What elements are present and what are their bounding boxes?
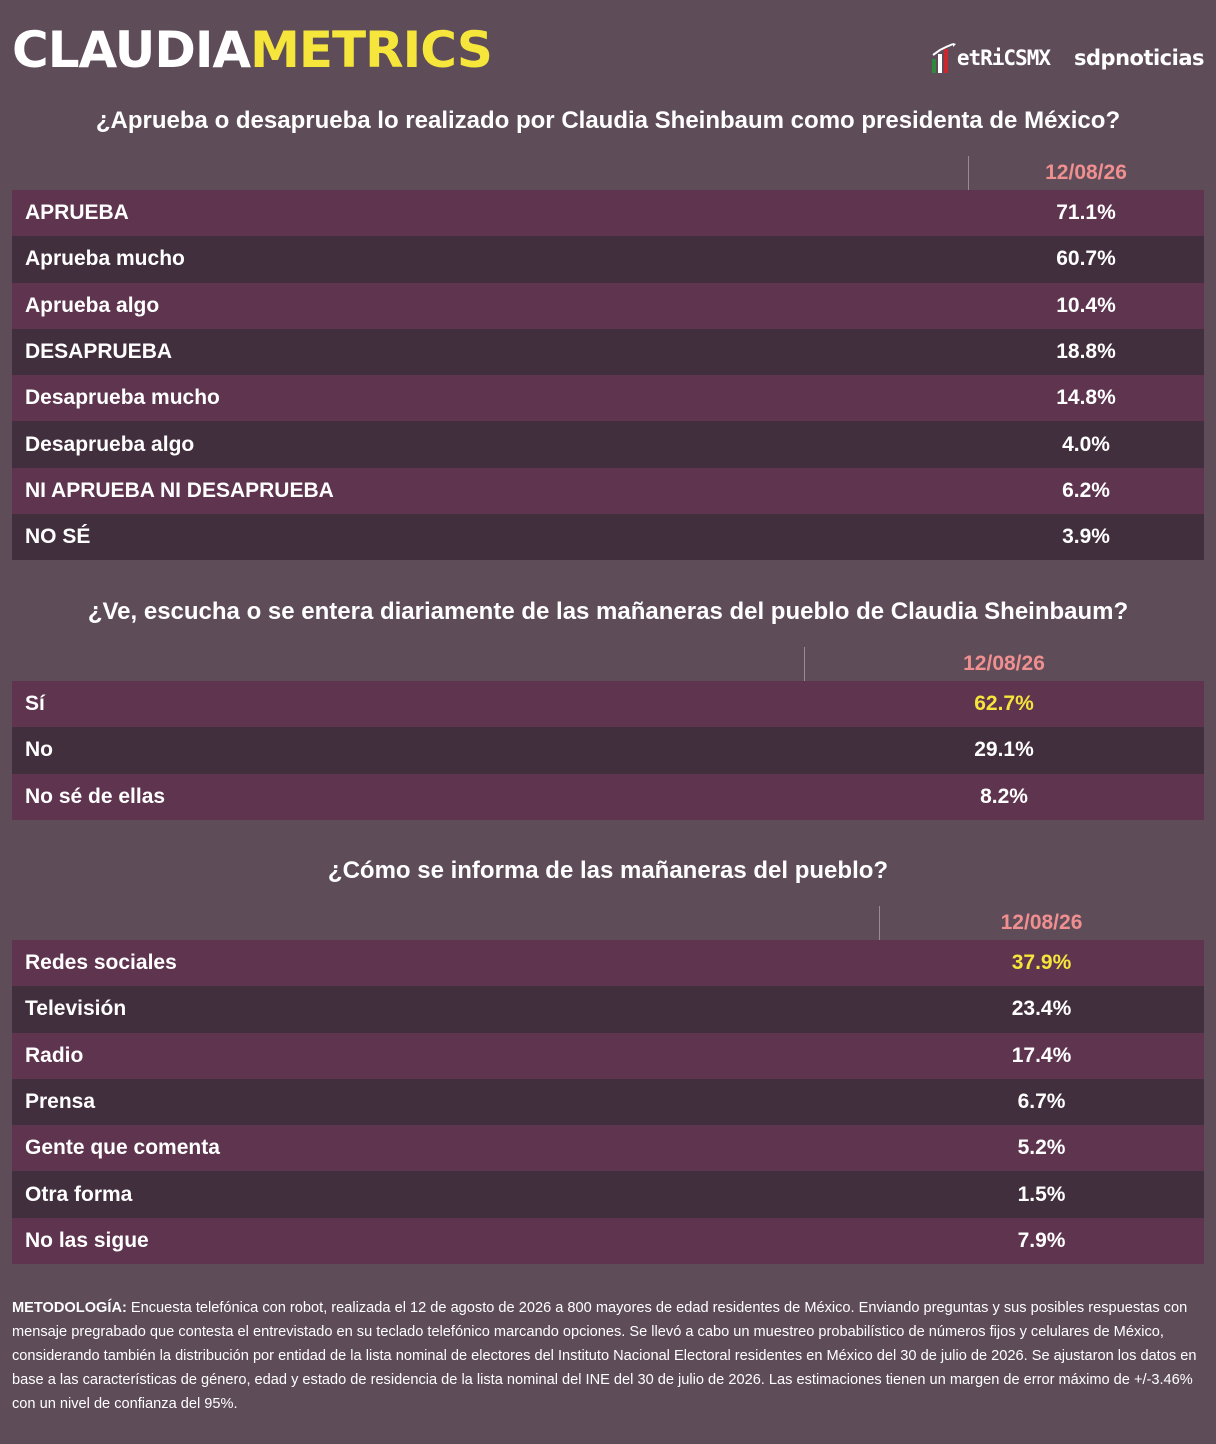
table-row [12, 727, 1204, 773]
row-value: 62.7% [974, 692, 1034, 716]
metricsmx-logo [931, 43, 1050, 73]
brand-logo [12, 22, 492, 78]
table-row [12, 236, 1204, 282]
table-mananeras [12, 647, 1204, 820]
row-label: Aprueba algo [25, 293, 160, 317]
bar-chart-icon [931, 43, 957, 73]
column-header-date: 12/08/26 [1000, 911, 1083, 934]
table-row [12, 940, 1204, 986]
row-value: 5.2% [1017, 1136, 1066, 1160]
date-header-row [12, 906, 1204, 940]
row-value: 71.1% [1056, 201, 1116, 225]
row-label: APRUEBA [25, 201, 129, 225]
row-label: Radio [25, 1043, 84, 1067]
table-rows [12, 190, 1204, 560]
row-value: 18.8% [1056, 340, 1116, 364]
row-value: 4.0% [1062, 432, 1110, 456]
date-header-row [12, 647, 1204, 681]
row-value: 7.9% [1017, 1228, 1066, 1252]
row-label: No [25, 738, 53, 762]
column-header-date: 12/08/26 [963, 652, 1045, 675]
row-value: 60.7% [1056, 247, 1116, 271]
row-label: Gente que comenta [25, 1136, 220, 1160]
row-label: Redes sociales [25, 951, 177, 975]
header [0, 0, 1216, 90]
date-header-row [12, 156, 1204, 190]
row-label: Televisión [25, 997, 127, 1021]
row-label: Desaprueba mucho [25, 386, 220, 410]
row-label: NO SÉ [25, 525, 91, 549]
column-header-date: 12/08/26 [1045, 161, 1127, 184]
table-row [12, 1033, 1204, 1079]
sdpnoticias-logo: sdpnoticias [1074, 46, 1204, 70]
row-value: 6.2% [1062, 478, 1110, 502]
table-medios [12, 906, 1204, 1264]
table-row [12, 986, 1204, 1032]
row-value: 23.4% [1011, 997, 1072, 1021]
table-row [12, 1171, 1204, 1217]
table-row [12, 1218, 1204, 1264]
table-row [12, 681, 1204, 727]
row-value: 3.9% [1062, 525, 1110, 549]
row-label: NI APRUEBA NI DESAPRUEBA [25, 478, 334, 502]
table-row [12, 421, 1204, 467]
brand-part1: CLAUDIA [12, 21, 251, 79]
brand-part2: METRICS [250, 21, 492, 79]
row-label: No las sigue [25, 1228, 149, 1252]
partner-logos [931, 38, 1204, 78]
table-row [12, 190, 1204, 236]
methodology-note [12, 1296, 1204, 1416]
table-row [12, 774, 1204, 820]
row-value: 8.2% [980, 784, 1028, 808]
table-row [12, 1079, 1204, 1125]
row-value: 1.5% [1017, 1182, 1066, 1206]
methodology-text: Encuesta telefónica con robot, realizada el 12 de agosto de 2026 a 800 mayores de edad residentes de México. Enviando preguntas y sus posibles respuestas con mensaje pregrabado que contesta el entrevistado en su teclado telefónico marcando opciones. Se llevó a cabo un muestreo probabilístico de números fijos y celulares de México, considerando también la distribución por entidad de la lista nominal de electores del Instituto Nacional Electoral residentes en México del 30 de julio de 2026. Se ajustaron los datos en base a las características de género, edad y estado de residencia de la lista nominal del INE del 30 de julio de 2026. Las estimaciones tienen un margen de error máximo de +/-3.46% con un nivel de confianza del 95%. [12, 1300, 1197, 1412]
table-row [12, 375, 1204, 421]
table-approval [12, 156, 1204, 560]
table-rows [12, 940, 1204, 1264]
row-label: DESAPRUEBA [25, 340, 173, 364]
row-label: Desaprueba algo [25, 432, 195, 456]
methodology-label: METODOLOGÍA: [12, 1300, 127, 1316]
row-label: Otra forma [25, 1182, 133, 1206]
row-label: Prensa [25, 1090, 96, 1114]
table-row [12, 1125, 1204, 1171]
row-value: 10.4% [1056, 293, 1116, 317]
row-value: 14.8% [1056, 386, 1116, 410]
question-medios: ¿Cómo se informa de las mañaneras del pueblo? [327, 857, 889, 884]
table-row [12, 514, 1204, 560]
metricsmx-text: etRiCSMX [956, 46, 1050, 70]
table-rows [12, 681, 1204, 820]
table-row [12, 329, 1204, 375]
row-value: 37.9% [1011, 951, 1072, 975]
table-row [12, 283, 1204, 329]
row-label: Sí [25, 692, 45, 716]
table-row [12, 468, 1204, 514]
question-mananeras: ¿Ve, escucha o se entera diariamente de las mañaneras del pueblo de Claudia Sheinbaum? [87, 598, 1129, 625]
row-label: Aprueba mucho [25, 247, 185, 271]
row-value: 17.4% [1011, 1043, 1072, 1067]
row-value: 6.7% [1017, 1090, 1066, 1114]
row-label: No sé de ellas [25, 784, 166, 808]
question-approval: ¿Aprueba o desaprueba lo realizado por Claudia Sheinbaum como presidenta de México? [95, 107, 1121, 134]
row-value: 29.1% [974, 738, 1034, 762]
